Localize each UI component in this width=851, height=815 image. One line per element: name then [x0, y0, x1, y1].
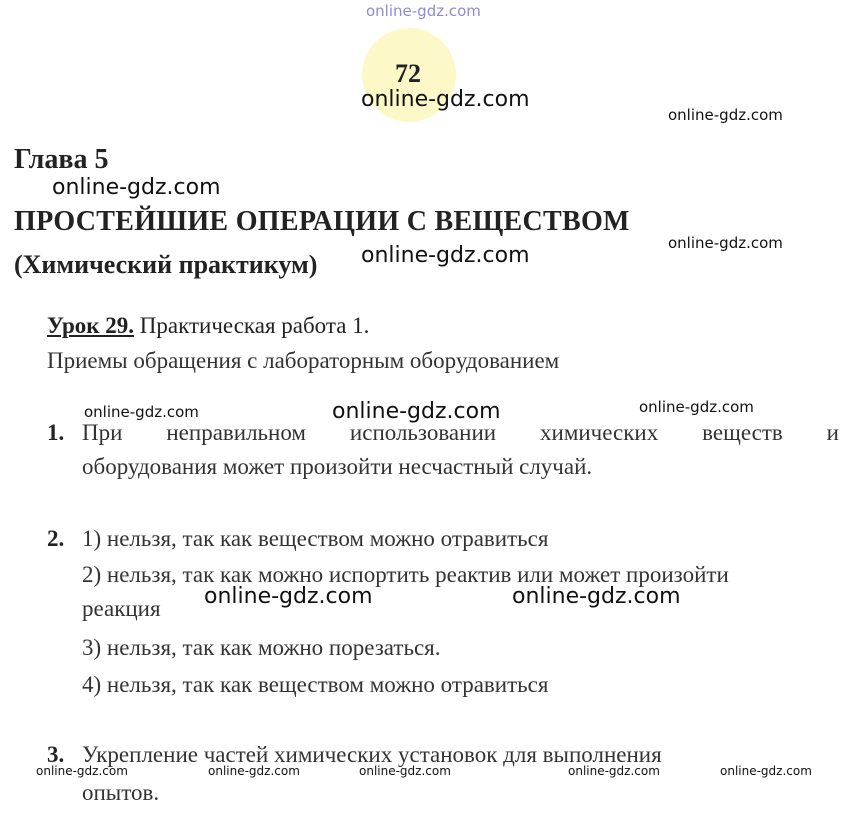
answer-2-item-4: 4) нельзя, так как веществом можно отравиться	[82, 672, 549, 697]
watermark: online-gdz.com	[361, 87, 530, 112]
lesson-name: Практическая работа 1.	[139, 313, 370, 338]
watermark: online-gdz.com	[512, 584, 681, 609]
watermark: online-gdz.com	[668, 106, 783, 124]
watermark: online-gdz.com	[332, 399, 501, 424]
chapter-title: ПРОСТЕЙШИЕ ОПЕРАЦИИ С ВЕЩЕСТВОМ	[14, 206, 630, 237]
watermark: online-gdz.com	[720, 764, 812, 778]
lesson-number: Урок 29.	[47, 313, 135, 338]
answer-3-number: 3.	[47, 742, 65, 767]
watermark: online-gdz.com	[36, 764, 128, 778]
page-number: 72	[395, 59, 421, 88]
answer-2-item-2: 2) нельзя, так как можно испортить реактив или может произойти	[82, 562, 729, 587]
answer-2-item-1: 1) нельзя, так как веществом можно отравиться	[82, 526, 549, 551]
answer-3-line-2: опытов.	[82, 780, 160, 805]
watermark: online-gdz.com	[359, 764, 451, 778]
answer-2-number: 2.	[47, 526, 65, 551]
chapter-heading: Глава 5	[14, 144, 109, 175]
watermark: online-gdz.com	[361, 243, 530, 268]
watermark: online-gdz.com	[52, 175, 221, 200]
watermark: online-gdz.com	[668, 234, 783, 252]
watermark: online-gdz.com	[568, 764, 660, 778]
answer-2-item-3: 3) нельзя, так как можно порезаться.	[82, 635, 441, 660]
watermark: online-gdz.com	[84, 403, 199, 421]
watermark: online-gdz.com	[639, 398, 754, 416]
answer-1-number: 1.	[47, 420, 65, 445]
chapter-subtitle: (Химический практикум)	[14, 250, 318, 279]
lesson-heading	[47, 313, 369, 339]
answer-1-line-1: При неправильном использовании химических веществ и	[82, 420, 839, 445]
watermark-top: online-gdz.com	[366, 2, 481, 20]
answer-2-item-2-continued: реакция	[82, 596, 161, 621]
lesson-topic: Приемы обращения с лабораторным оборудованием	[47, 348, 560, 373]
watermark: online-gdz.com	[204, 584, 373, 609]
answer-1-line-2: оборудования может произойти несчастный случай.	[82, 454, 593, 479]
watermark: online-gdz.com	[208, 764, 300, 778]
answer-3-line-1: Укрепление частей химических установок для выполнения	[82, 742, 662, 767]
